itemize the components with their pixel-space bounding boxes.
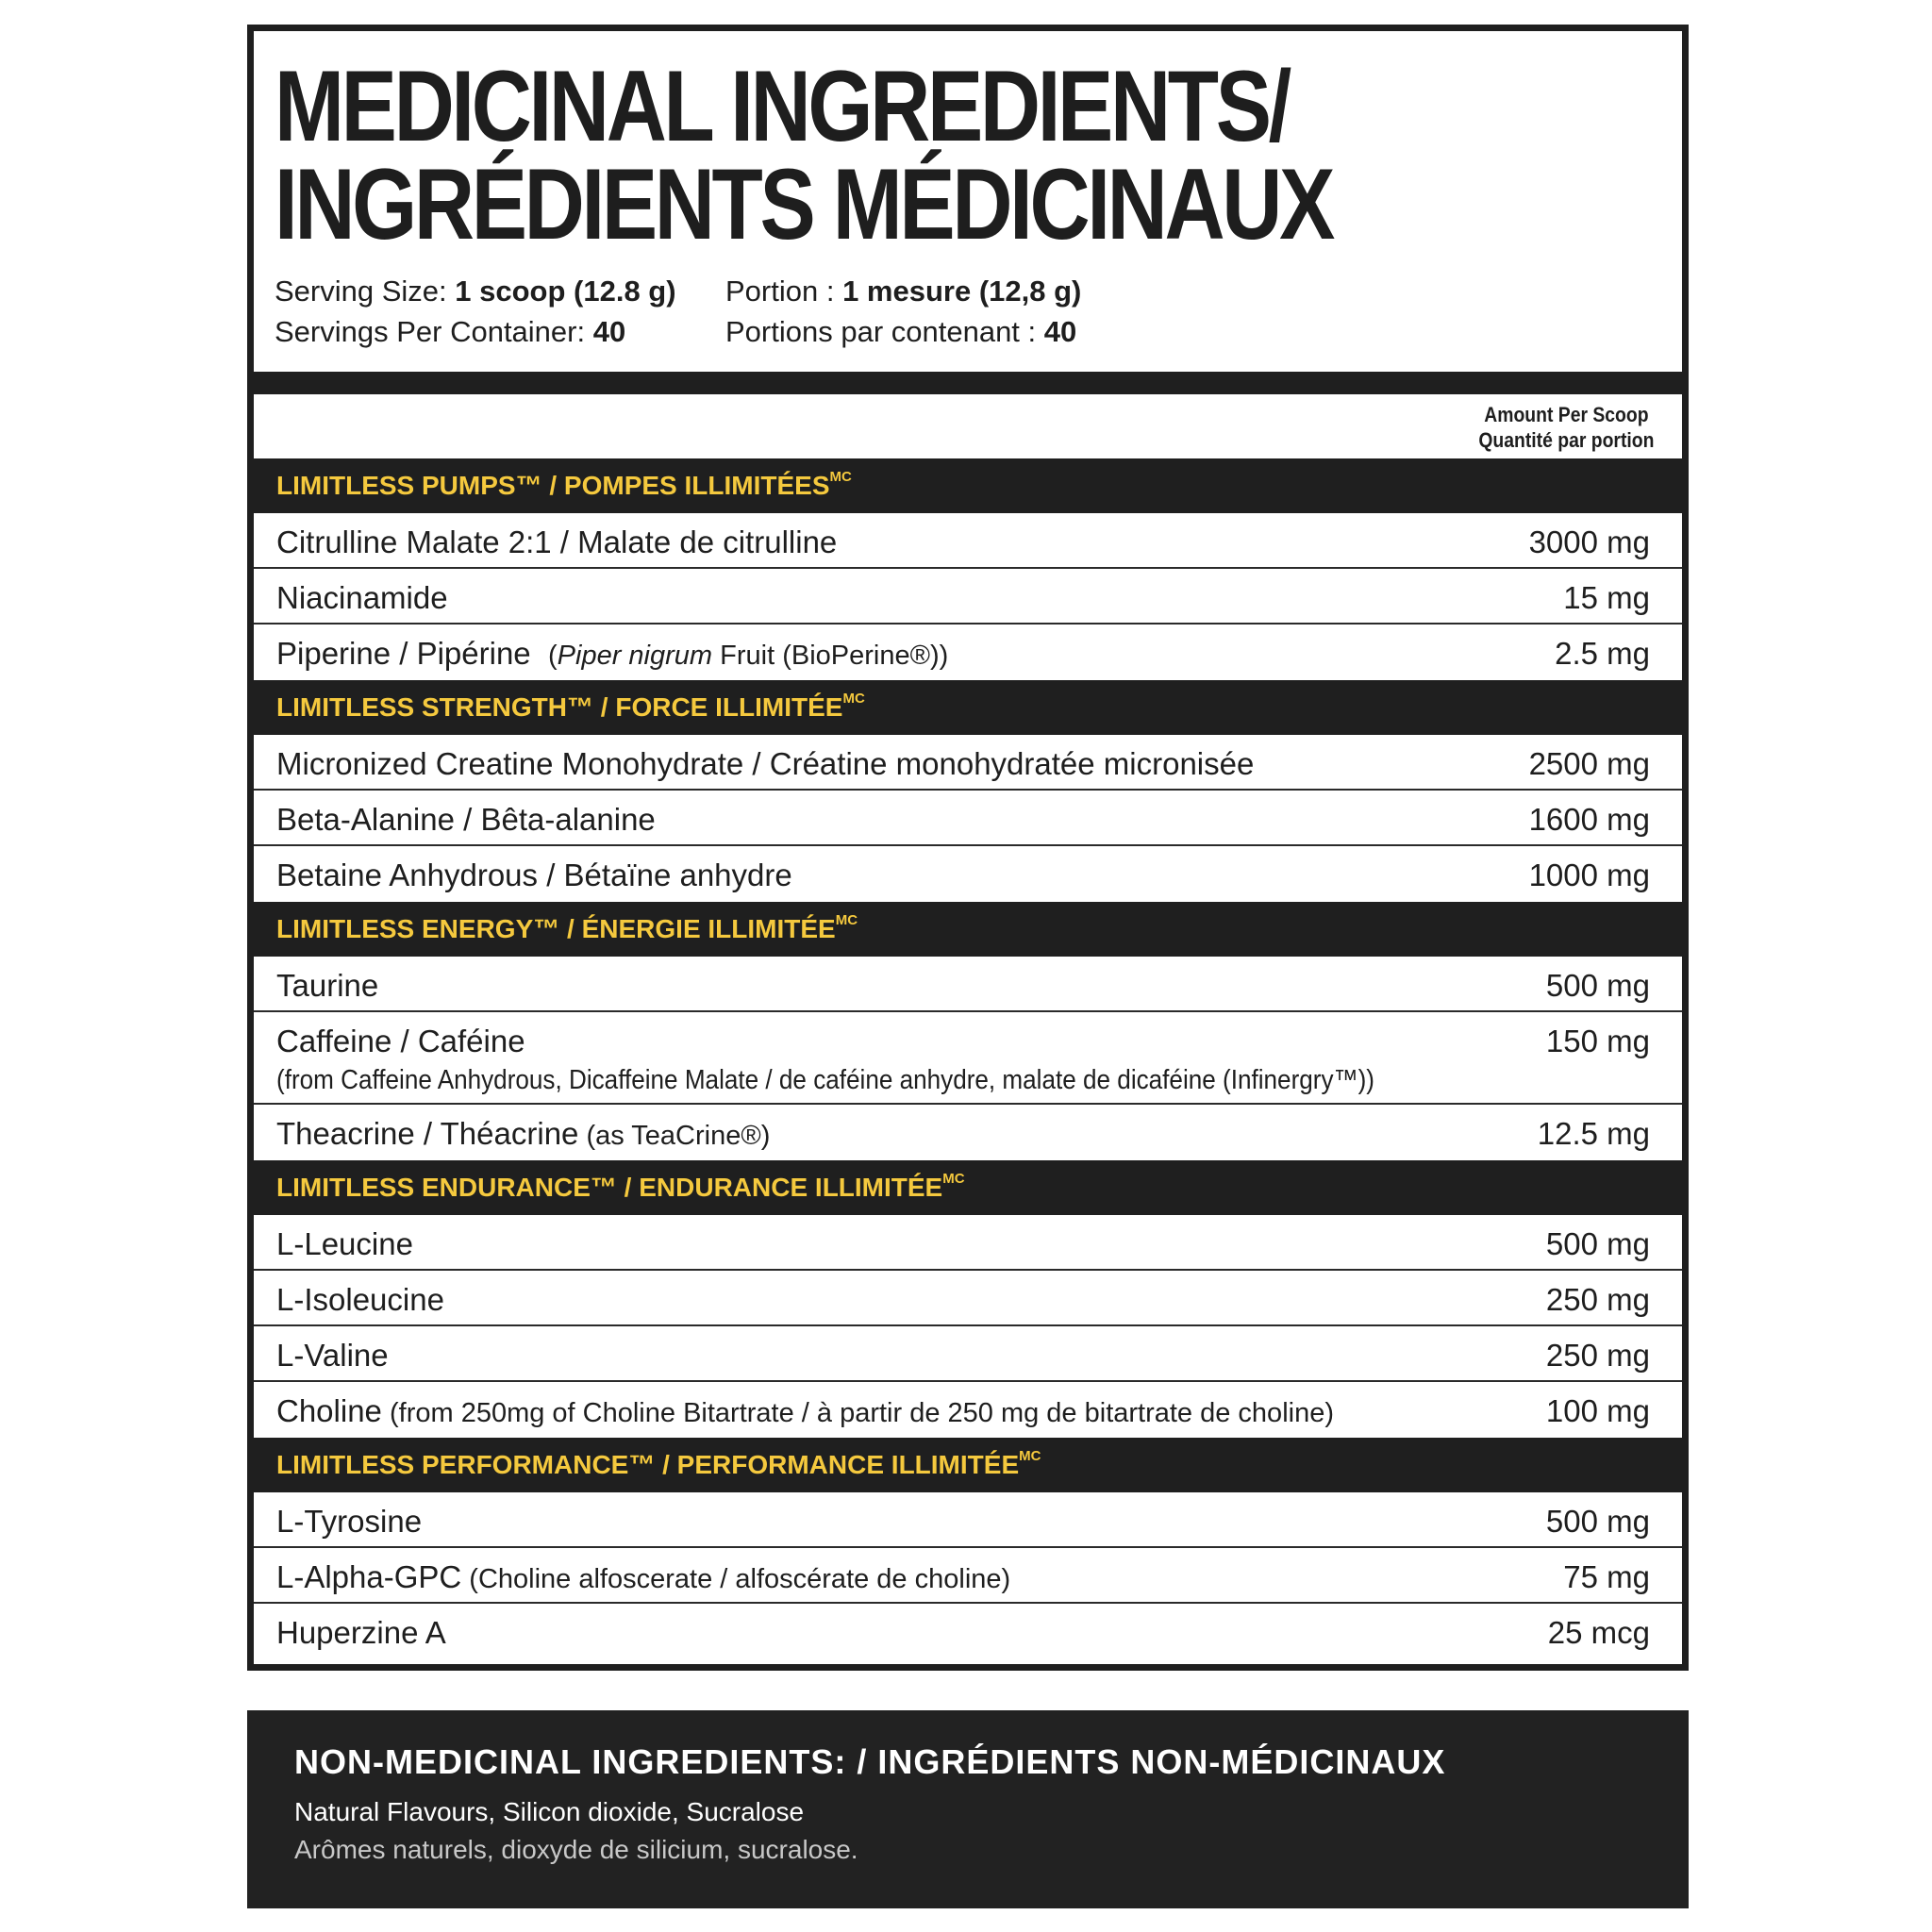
mc-mark: MC	[842, 691, 865, 707]
ingredient-amount: 2.5 mg	[1555, 636, 1650, 671]
portion-label: Portion :	[725, 275, 835, 308]
ingredient-amount: 500 mg	[1545, 1504, 1650, 1539]
mc-mark: MC	[835, 912, 858, 928]
table-row	[254, 1604, 1682, 1659]
ingredient-name: L-Leucine	[276, 1226, 413, 1261]
table-row	[254, 1382, 1682, 1438]
ingredient-name: Choline	[276, 1393, 382, 1428]
ingredient-note: (Choline alfoscerate / alfoscérate de choline)	[461, 1564, 1011, 1594]
table-row	[254, 791, 1682, 846]
portions-par-contenant-value: 40	[1043, 315, 1077, 348]
amount-header-english: Amount Per Scoop	[1483, 403, 1649, 426]
table-row	[254, 1012, 1682, 1105]
amount-header-french: Quantité par portion	[1477, 428, 1654, 452]
ingredient-note: (from Caffeine Anhydrous, Dicaffeine Malate / de caféine anhydre, malate de dicaféine (Infinergry™))	[276, 1065, 1375, 1095]
ingredient-amount: 1000 mg	[1528, 858, 1650, 892]
ingredient-name: Caffeine / Caféine	[276, 1024, 525, 1058]
table-row	[254, 569, 1682, 625]
serving-size-label: Serving Size:	[275, 275, 447, 308]
mc-mark: MC	[829, 469, 852, 485]
title-english: MEDICINAL INGREDIENTS/	[275, 49, 1289, 162]
medicinal-ingredients-panel	[247, 25, 1689, 1671]
ingredient-name: L-Valine	[276, 1338, 389, 1373]
ingredient-amount: 3000 mg	[1528, 525, 1650, 559]
ingredient-amount: 25 mcg	[1547, 1615, 1650, 1650]
ingredient-name: L-Isoleucine	[276, 1282, 444, 1317]
table-row	[254, 846, 1682, 902]
ingredient-amount: 500 mg	[1545, 1226, 1650, 1261]
table-row	[254, 513, 1682, 569]
section-header-pumps: LIMITLESS PUMPS™ / POMPES $ILLIMITÉES^{MC}$	[254, 458, 1682, 513]
ingredient-amount: 100 mg	[1545, 1393, 1650, 1428]
ingredient-amount: 12.5 mg	[1537, 1116, 1650, 1151]
ingredient-amount: 2500 mg	[1528, 746, 1650, 781]
serving-info-english	[275, 271, 676, 352]
ingredient-amount: 15 mg	[1563, 580, 1650, 615]
ingredient-name: Piperine / Pipérine	[276, 636, 531, 671]
non-medicinal-french: Arômes naturels, dioxyde de silicium, sucralose.	[294, 1835, 858, 1864]
ingredient-name: Niacinamide	[276, 580, 448, 615]
non-medicinal-title: NON-MEDICINAL INGREDIENTS: / INGRÉDIENTS NON-MÉDICINAUX	[294, 1742, 1446, 1781]
table-row	[254, 1215, 1682, 1271]
section-header-endurance: LIMITLESS ENDURANCE™ / ENDURANCE $ILLIMITÉE^{MC}$	[254, 1160, 1682, 1215]
amount-column-header	[254, 394, 1682, 458]
portion-value: 1 mesure (12,8 g)	[842, 275, 1082, 308]
ingredient-amount: 150 mg	[1545, 1024, 1650, 1058]
ingredient-name: Theacrine / Théacrine	[276, 1116, 579, 1151]
table-row	[254, 1271, 1682, 1326]
ingredient-name: Taurine	[276, 968, 379, 1003]
servings-per-container-label: Servings Per Container:	[275, 315, 586, 348]
title-french: INGRÉDIENTS MÉDICINAUX	[275, 147, 1333, 260]
ingredient-note: (Piper nigrum Fruit (BioPerine®))	[548, 641, 949, 671]
ingredient-amount: 1600 mg	[1528, 802, 1650, 837]
ingredient-name: L-Alpha-GPC	[276, 1559, 462, 1594]
ingredient-amount: 250 mg	[1545, 1338, 1650, 1373]
mc-mark: MC	[1019, 1448, 1041, 1464]
non-medicinal-english: Natural Flavours, Silicon dioxide, Sucralose	[294, 1797, 805, 1826]
table-row	[254, 1105, 1682, 1160]
ingredient-name: Citrulline Malate 2:1 / Malate de citrulline	[276, 525, 838, 559]
table-row	[254, 1326, 1682, 1382]
section-header-performance: LIMITLESS PERFORMANCE™ / PERFORMANCE $ILLIMITÉE^{MC}$	[254, 1438, 1682, 1492]
mc-mark: MC	[942, 1171, 965, 1187]
ingredient-name: Micronized Creatine Monohydrate / Créatine monohydratée micronisée	[276, 746, 1255, 781]
ingredient-note: (from 250mg of Choline Bitartrate / à partir de 250 mg de bitartrate de choline)	[381, 1398, 1334, 1428]
ingredient-amount: 500 mg	[1545, 968, 1650, 1003]
ingredient-name: Beta-Alanine / Bêta-alanine	[276, 802, 656, 837]
ingredient-name: Betaine Anhydrous / Bétaïne anhydre	[276, 858, 792, 892]
table-row	[254, 1548, 1682, 1604]
table-row	[254, 1492, 1682, 1548]
table-row	[254, 735, 1682, 791]
ingredient-name: L-Tyrosine	[276, 1504, 423, 1539]
ingredient-name: Huperzine A	[276, 1615, 446, 1650]
ingredient-amount: 250 mg	[1545, 1282, 1650, 1317]
non-medicinal-panel	[247, 1710, 1689, 1908]
header-divider	[254, 372, 1682, 394]
table-row	[254, 957, 1682, 1012]
ingredient-note: (as TeaCrine®)	[578, 1121, 771, 1151]
section-header-energy: LIMITLESS ENERGY™ / ÉNERGIE $ILLIMITÉE^{MC}$	[254, 902, 1682, 957]
ingredient-amount: 75 mg	[1563, 1559, 1650, 1594]
table-row	[254, 625, 1682, 680]
section-header-strength: LIMITLESS STRENGTH™ / FORCE $ILLIMITÉE^{MC}$	[254, 680, 1682, 735]
serving-size-value: 1 scoop (12.8 g)	[455, 275, 676, 308]
panel-header	[254, 31, 1682, 372]
portions-par-contenant-label: Portions par contenant :	[725, 315, 1037, 348]
serving-info-french	[725, 271, 1081, 352]
servings-per-container-value: 40	[592, 315, 626, 348]
